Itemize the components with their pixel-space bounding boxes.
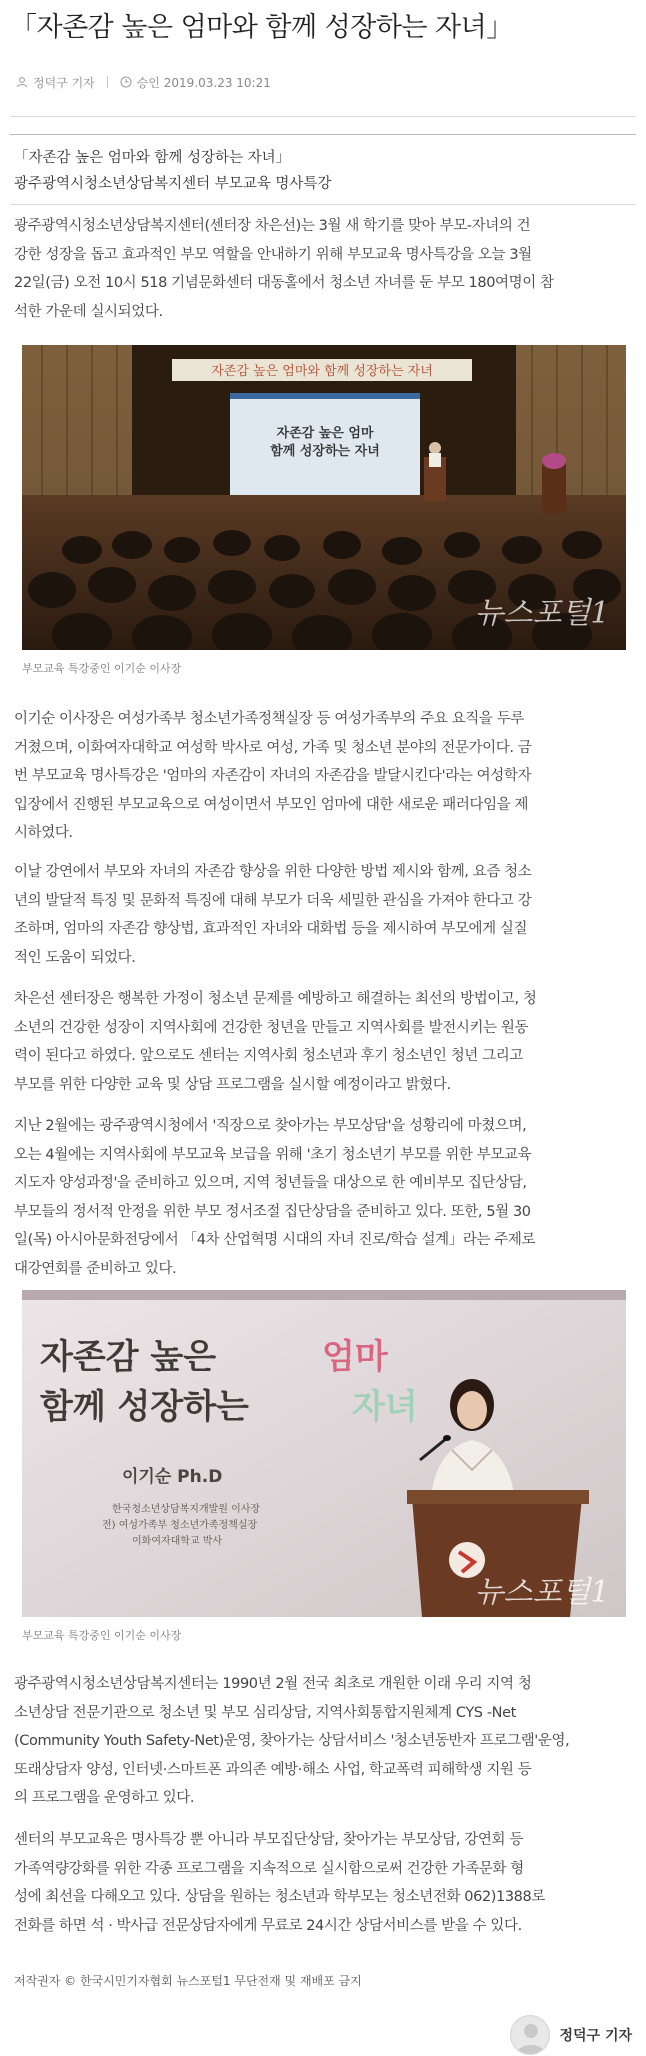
paragraph-5 bbox=[14, 1112, 636, 1283]
paragraph-line: 조하며, 엄마의 자존감 향상법, 효과적인 자녀와 대화법 등을 제시하여 부모에게 실질 bbox=[14, 921, 528, 937]
watermark-text: 뉴스포털1 bbox=[474, 596, 610, 631]
paragraph-line: 부모들의 정서적 안정을 위한 부모 정서조절 집단상담을 준비하고 있다. 또한, 5월 30 bbox=[14, 1203, 531, 1220]
user-icon bbox=[16, 76, 28, 88]
speaker-photo[interactable] bbox=[22, 1290, 626, 1617]
paragraph-line: 년의 발달적 특징 및 문화적 특징에 대해 부모가 더욱 세밀한 관심을 가져야 한다고 강 bbox=[14, 892, 532, 909]
meta-divider bbox=[107, 76, 108, 88]
paragraph-line: 거쳤으며, 이화여자대학교 여성학 박사로 여성, 가족 및 청소년 분야의 전문가이다. 금 bbox=[14, 739, 532, 756]
speaker-image bbox=[22, 1290, 626, 1617]
paragraph-line: 지도자 양성과정'을 준비하고 있으며, 지역 청년들을 대상으로 한 예비부모 집단상담, bbox=[14, 1175, 527, 1191]
banner-text: 자존감 높은 엄마와 함께 성장하는 자녀 bbox=[211, 364, 433, 379]
paragraph-line: 22일(금) 오전 10시 518 기념문화센터 대동홀에서 청소년 자녀를 둔 부모 180여명이 참 bbox=[14, 275, 554, 291]
paragraph-line: 광주광역시청소년상담복지센터(센터장 차은선)는 3월 새 학기를 맞아 부모-자녀의 건 bbox=[14, 218, 531, 234]
paragraph-2 bbox=[14, 705, 636, 848]
screen-text-2: 함께 성장하는 자녀 bbox=[270, 444, 380, 459]
screen-text-1: 자존감 높은 엄마 bbox=[276, 426, 374, 441]
paragraph-line: 이날 강연에서 부모와 자녀의 자존감 향상을 위한 다양한 방법 제시와 함께, 요즘 청소 bbox=[14, 864, 532, 880]
watermark-text: 뉴스포털1 bbox=[474, 1575, 610, 1610]
paragraph-line: 대강연회를 준비하고 있다. bbox=[14, 1260, 177, 1277]
paragraph-line: 소년상담 전문기관으로 청소년 및 부모 심리상담, 지역사회통합지원체계 CYS -Net bbox=[14, 1704, 516, 1721]
paragraph-7 bbox=[14, 1826, 636, 1940]
paragraph-line: 적인 도움이 되었다. bbox=[14, 949, 136, 966]
slide-name: 이기순 Ph.D bbox=[122, 1467, 223, 1487]
paragraph-line: 석한 가운데 실시되었다. bbox=[14, 303, 163, 320]
paragraph-line: (Community Youth Safety-Net)운영, 찾아가는 상담서비스 '청소년동반자 프로그램'운영, bbox=[14, 1733, 570, 1749]
paragraph-line: 번 부모교육 명사특강은 '엄마의 자존감이 자녀의 자존감을 발달시킨다'라는 여성학자 bbox=[14, 768, 532, 784]
lecture-hall-photo[interactable] bbox=[22, 345, 626, 650]
paragraph-4 bbox=[14, 985, 636, 1099]
photo-1-caption: 부모교육 특강중인 이기순 이사장 bbox=[22, 662, 182, 675]
approved-meta bbox=[120, 74, 271, 91]
paragraph-line: 부모를 위한 다양한 교육 및 상담 프로그램을 실시할 예정이라고 밝혔다. bbox=[14, 1076, 451, 1093]
subtitle-line-1: 「자존감 높은 엄마와 함께 성장하는 자녀」 bbox=[14, 150, 291, 166]
avatar-placeholder-icon bbox=[511, 2016, 550, 2055]
article-title: 「자존감 높은 엄마와 함께 성장하는 자녀」 bbox=[10, 12, 513, 43]
paragraph-line: 오는 4월에는 지역사회에 부모교육 보급을 위해 '초기 청소년기 부모를 위한 부모교육 bbox=[14, 1146, 532, 1163]
paragraph-6 bbox=[14, 1670, 636, 1813]
article-meta bbox=[16, 72, 271, 92]
content-top-divider bbox=[10, 134, 636, 135]
slide-text-2b: 자녀 bbox=[352, 1387, 418, 1427]
paragraph-line: 센터의 부모교육은 명사특강 뿐 아니라 부모집단상담, 찾아가는 부모상담, 강연회 등 bbox=[14, 1832, 523, 1848]
slide-info-3: 이화여자대학교 박사 bbox=[132, 1536, 223, 1547]
paragraph-line: 강한 성장을 돕고 효과적인 부모 역할을 안내하기 위해 부모교육 명사특강을 오늘 3월 bbox=[14, 246, 532, 263]
paragraph-line: 입장에서 진행된 부모교육으로 여성이면서 부모인 엄마에 대한 새로운 패러다임을 제 bbox=[14, 796, 529, 813]
paragraph-line: 가족역량강화를 위한 각종 프로그램을 지속적으로 실시함으로써 건강한 가족문화 형 bbox=[14, 1860, 524, 1877]
approved-date: 승인 2019.03.23 10:21 bbox=[136, 75, 271, 90]
slide-text-1a: 자존감 높은 bbox=[40, 1337, 217, 1377]
paragraph-line: 지난 2월에는 광주광역시청에서 '직장으로 찾아가는 부모상담'을 성황리에 마쳤으며, bbox=[14, 1118, 527, 1134]
photo-2-caption: 부모교육 특강중인 이기순 이사장 bbox=[22, 1629, 182, 1642]
paragraph-line: 이기순 이사장은 여성가족부 청소년가족정책실장 등 여성가족부의 주요 요직을 두루 bbox=[14, 711, 524, 727]
paragraph-1 bbox=[14, 212, 636, 326]
clock-icon bbox=[120, 76, 132, 88]
copyright-notice: 저작권자 © 한국시민기자협회 뉴스포털1 무단전재 및 재배포 금지 bbox=[14, 1974, 362, 1988]
paragraph-line: 력이 된다고 하였다. 앞으로도 센터는 지역사회 청소년과 후기 청소년인 청년 그리고 bbox=[14, 1048, 523, 1064]
paragraph-line: 의 프로그램을 운영하고 있다. bbox=[14, 1790, 195, 1806]
paragraph-line: 소년의 건강한 성장이 지역사회에 건강한 청년을 만들고 지역사회를 발전시키는 원동 bbox=[14, 1019, 529, 1036]
paragraph-line: 차은선 센터장은 행복한 가정이 청소년 문제를 예방하고 해결하는 최선의 방법이고, 청 bbox=[14, 991, 537, 1007]
reporter-label: 정덕구 기자 bbox=[33, 75, 95, 90]
title-divider bbox=[10, 116, 636, 117]
paragraph-line: 또래상담자 양성, 인터넷·스마트폰 과의존 예방·해소 사업, 학교폭력 피해학생 지원 등 bbox=[14, 1761, 532, 1778]
subtitle-divider bbox=[10, 204, 636, 205]
paragraph-line: 일(목) 아시아문화전당에서 「4차 산업혁명 시대의 자녀 진로/학습 설계」라는 주제로 bbox=[14, 1232, 536, 1248]
paragraph-line: 광주광역시청소년상담복지센터는 1990년 2월 전국 최초로 개원한 이래 우리 지역 청 bbox=[14, 1676, 532, 1692]
paragraph-line: 시하였다. bbox=[14, 825, 73, 841]
lecture-hall-image bbox=[22, 345, 626, 650]
slide-info-1: 한국청소년상담복지개발원 이사장 bbox=[112, 1504, 261, 1515]
subtitle-line-2: 광주광역시청소년상담복지센터 부모교육 명사특강 bbox=[14, 176, 332, 192]
byline-reporter-name[interactable]: 정덕구 기자 bbox=[559, 2028, 632, 2044]
paragraph-line: 성에 최선을 다해오고 있다. 상담을 원하는 청소년과 학부모는 청소년전화 062)1388로 bbox=[14, 1889, 545, 1905]
paragraph-3 bbox=[14, 858, 636, 972]
slide-text-2a: 함께 성장하는 bbox=[40, 1387, 249, 1427]
reporter-meta[interactable] bbox=[16, 74, 95, 91]
slide-text-1b: 엄마 bbox=[322, 1337, 388, 1377]
slide-info-2: 전) 여성가족부 청소년가족정책실장 bbox=[102, 1520, 258, 1531]
reporter-avatar[interactable] bbox=[510, 2015, 550, 2055]
reporter-byline[interactable] bbox=[510, 2014, 633, 2056]
paragraph-line: 전화를 하면 석 · 박사급 전문상담자에게 무료로 24시간 상담서비스를 받을 수 있다. bbox=[14, 1917, 522, 1934]
